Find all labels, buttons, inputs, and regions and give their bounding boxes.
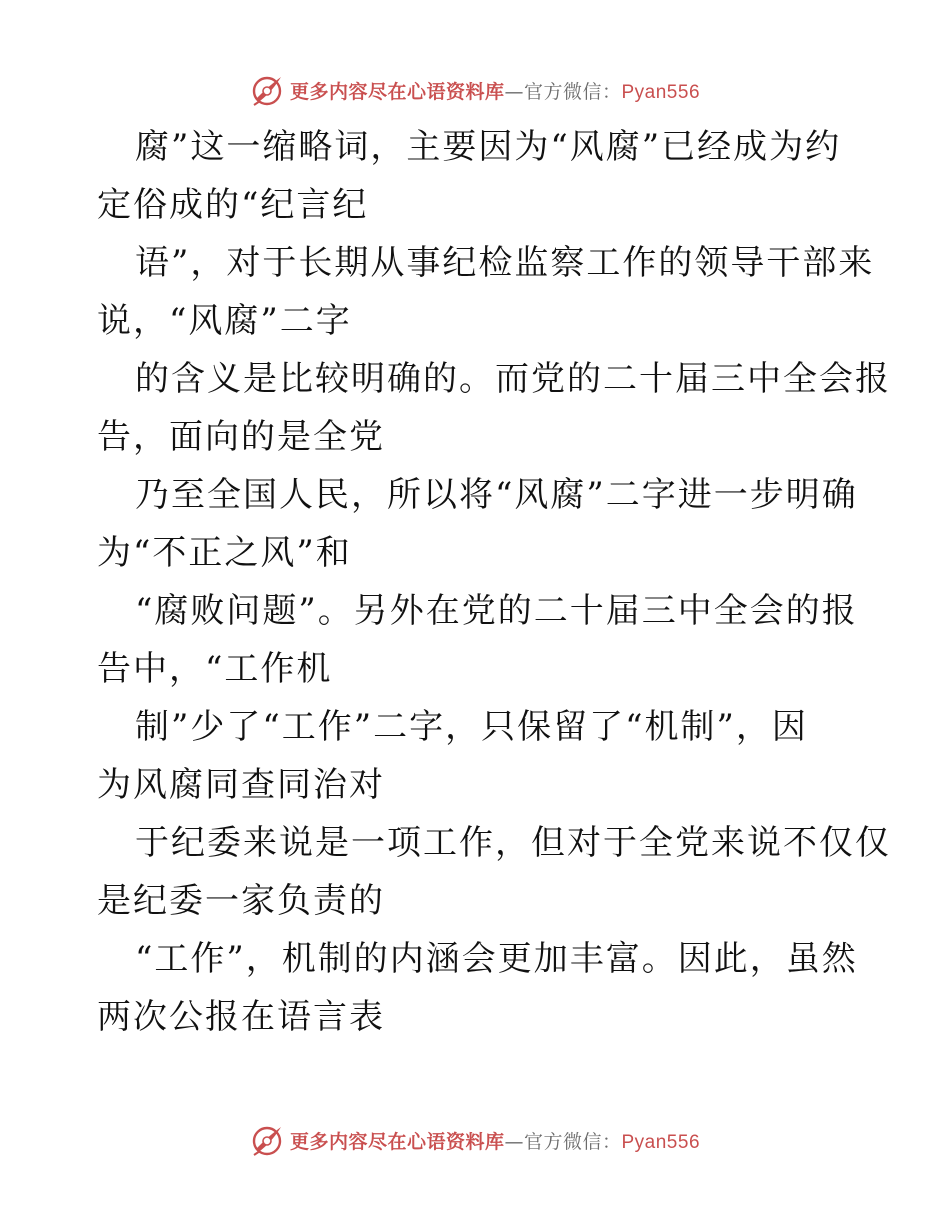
banner-wechat-label: 官方微信： — [523, 1130, 622, 1153]
banner-text — [290, 1127, 700, 1154]
paragraph-line: 语”，对于长期从事纪检监察工作的领导干部来 — [135, 243, 875, 283]
header-banner — [0, 68, 950, 112]
document-body — [97, 118, 891, 1046]
paragraph — [97, 350, 891, 466]
paragraph — [97, 118, 857, 234]
paragraph-line: 告中，“工作机 — [97, 649, 333, 689]
paragraph — [97, 814, 891, 930]
paragraph-line: 是纪委一家负责的 — [97, 881, 385, 921]
quill-pen-logo-icon — [250, 73, 284, 107]
paragraph — [97, 930, 857, 1046]
paragraph-line: “工作”，机制的内涵会更加丰富。因此，虽然 — [135, 939, 858, 979]
banner-slogan: 更多内容尽在心语资料库 — [289, 80, 505, 103]
banner-account: Pyan556 — [621, 1131, 701, 1153]
footer-banner — [0, 1118, 950, 1162]
banner-dash: — — [504, 80, 524, 103]
paragraph — [97, 466, 857, 582]
paragraph-line: 乃至全国人民，所以将“风腐”二字进一步明确 — [135, 475, 858, 515]
paragraph-line: 制”少了“工作”二字，只保留了“机制”，因 — [135, 707, 808, 747]
banner-text — [290, 77, 700, 104]
paragraph-line: 腐”这一缩略词，主要因为“风腐”已经成为约 — [135, 127, 842, 167]
paragraph-line: 定俗成的“纪言纪 — [97, 185, 369, 225]
paragraph-line: 为“不正之风”和 — [97, 533, 352, 573]
paragraph-line: 的含义是比较明确的。而党的二十届三中全会报 — [135, 359, 891, 399]
paragraph — [97, 234, 875, 350]
paragraph-line: 为风腐同查同治对 — [97, 765, 385, 805]
paragraph-line: 告，面向的是全党 — [97, 417, 385, 457]
paragraph — [97, 698, 857, 814]
banner-wechat-label: 官方微信： — [523, 80, 622, 103]
paragraph — [97, 582, 857, 698]
banner-dash: — — [504, 1130, 524, 1153]
paragraph-line: 两次公报在语言表 — [97, 997, 385, 1037]
quill-pen-logo-icon — [250, 1123, 284, 1157]
paragraph-line: “腐败问题”。另外在党的二十届三中全会的报 — [135, 591, 858, 631]
banner-slogan: 更多内容尽在心语资料库 — [289, 1130, 505, 1153]
paragraph-line: 于纪委来说是一项工作，但对于全党来说不仅仅 — [135, 823, 891, 863]
banner-account: Pyan556 — [621, 81, 701, 103]
paragraph-line: 说，“风腐”二字 — [97, 301, 352, 341]
